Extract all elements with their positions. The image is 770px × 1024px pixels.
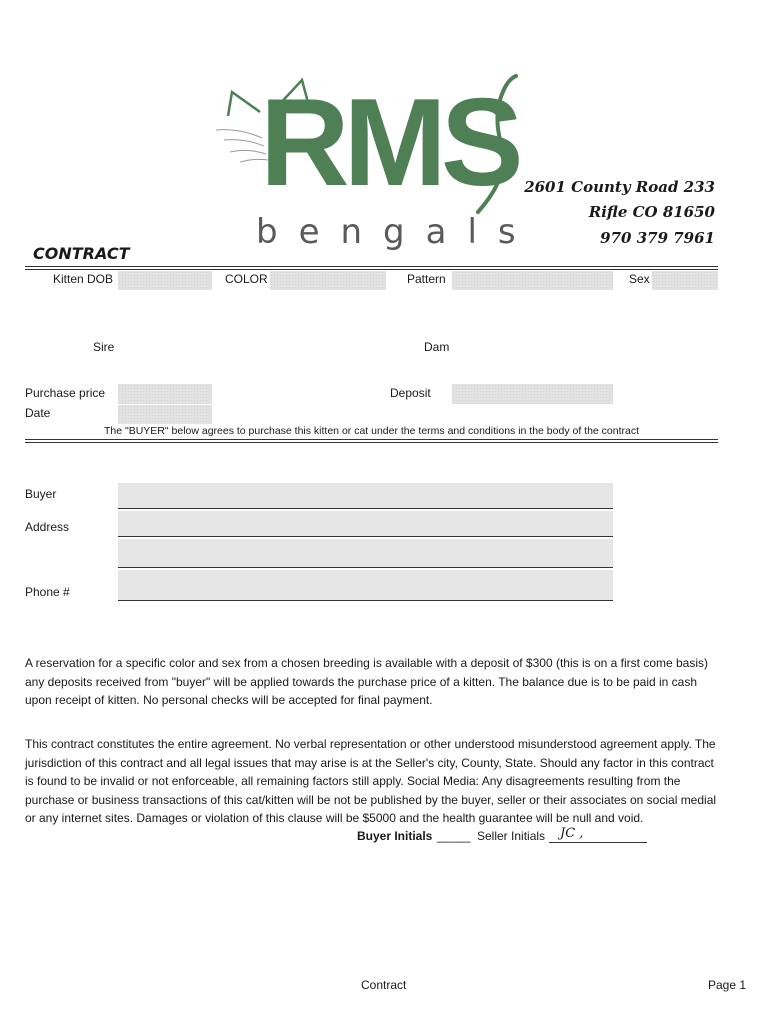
purchase-price-label: Purchase price [25, 386, 106, 400]
deposit-label: Deposit [390, 386, 431, 400]
seller-initials-line [549, 842, 647, 843]
color-field[interactable] [270, 271, 386, 290]
seller-initials-signature: JC , [560, 826, 584, 841]
logo-subtitle: bengals [256, 212, 537, 252]
seller-initials-label: Seller Initials [477, 829, 546, 843]
footer-title: Contract [361, 978, 407, 992]
dam-label: Dam [424, 340, 450, 354]
buyer-label: Buyer [25, 487, 57, 501]
address-line-1: 2601 County Road 233 [524, 178, 715, 196]
contract-title: CONTRACT [33, 244, 130, 263]
logo-letters: RMS [260, 74, 518, 212]
phone-label: Phone # [25, 585, 70, 599]
date-field[interactable] [118, 405, 212, 424]
phone-number: 970 379 7961 [600, 229, 715, 247]
sex-label: Sex [629, 272, 650, 286]
buyer-initials-blank[interactable]: _____ [437, 829, 471, 843]
date-label: Date [25, 406, 51, 420]
address-label: Address [25, 520, 70, 534]
kitten-dob-field[interactable] [118, 271, 212, 290]
buyer-initials-label: Buyer Initials [357, 829, 433, 843]
title-divider [25, 266, 718, 270]
color-label: COLOR [225, 272, 268, 286]
buyer-name-field[interactable] [118, 483, 613, 509]
buyer-address-line-2[interactable] [118, 539, 613, 568]
purchase-price-field[interactable] [118, 384, 212, 404]
agreement-divider [25, 439, 718, 443]
sex-field[interactable] [652, 271, 718, 290]
pattern-field[interactable] [452, 271, 613, 290]
reservation-paragraph: A reservation for a specific color and sex from a chosen breeding is available with a deposit of $300 (this is on a first come basis) any deposits received from "buyer" will be applied towards the purchase price of a kitten. The balance due is to be paid in cash upon receipt of kitten. No personal checks will be accepted for final payment. [25, 656, 709, 708]
buyer-phone-field[interactable] [118, 570, 613, 601]
sire-label: Sire [93, 340, 115, 354]
buyer-address-line-1[interactable] [118, 511, 613, 537]
kitten-dob-label: Kitten DOB [53, 272, 114, 286]
address-line-2: Rifle CO 81650 [588, 203, 715, 221]
page-number: Page 1 [708, 978, 747, 992]
agreement-statement: The "BUYER" below agrees to purchase this kitten or cat under the terms and conditions in the body of the contract [103, 425, 640, 437]
deposit-field[interactable] [452, 384, 613, 404]
agreement-paragraph: This contract constitutes the entire agreement. No verbal representation or other understood misunderstood agreement apply. The jurisdiction of this contract and all legal issues that may arise is at the Seller's city, County, State. Should any factor in this contract is found to be invalid or not enforceable, all remaining factors still apply. Social Media: Any disagreements resulting from the purchase or business transactions of this cat/kitten will be not be published by the buyer, seller or their associates on social medial or any internet sites. Damages or violation of this clause will be $5000 and the health guarantee will be null and void. [25, 737, 717, 826]
pattern-label: Pattern [407, 272, 446, 286]
